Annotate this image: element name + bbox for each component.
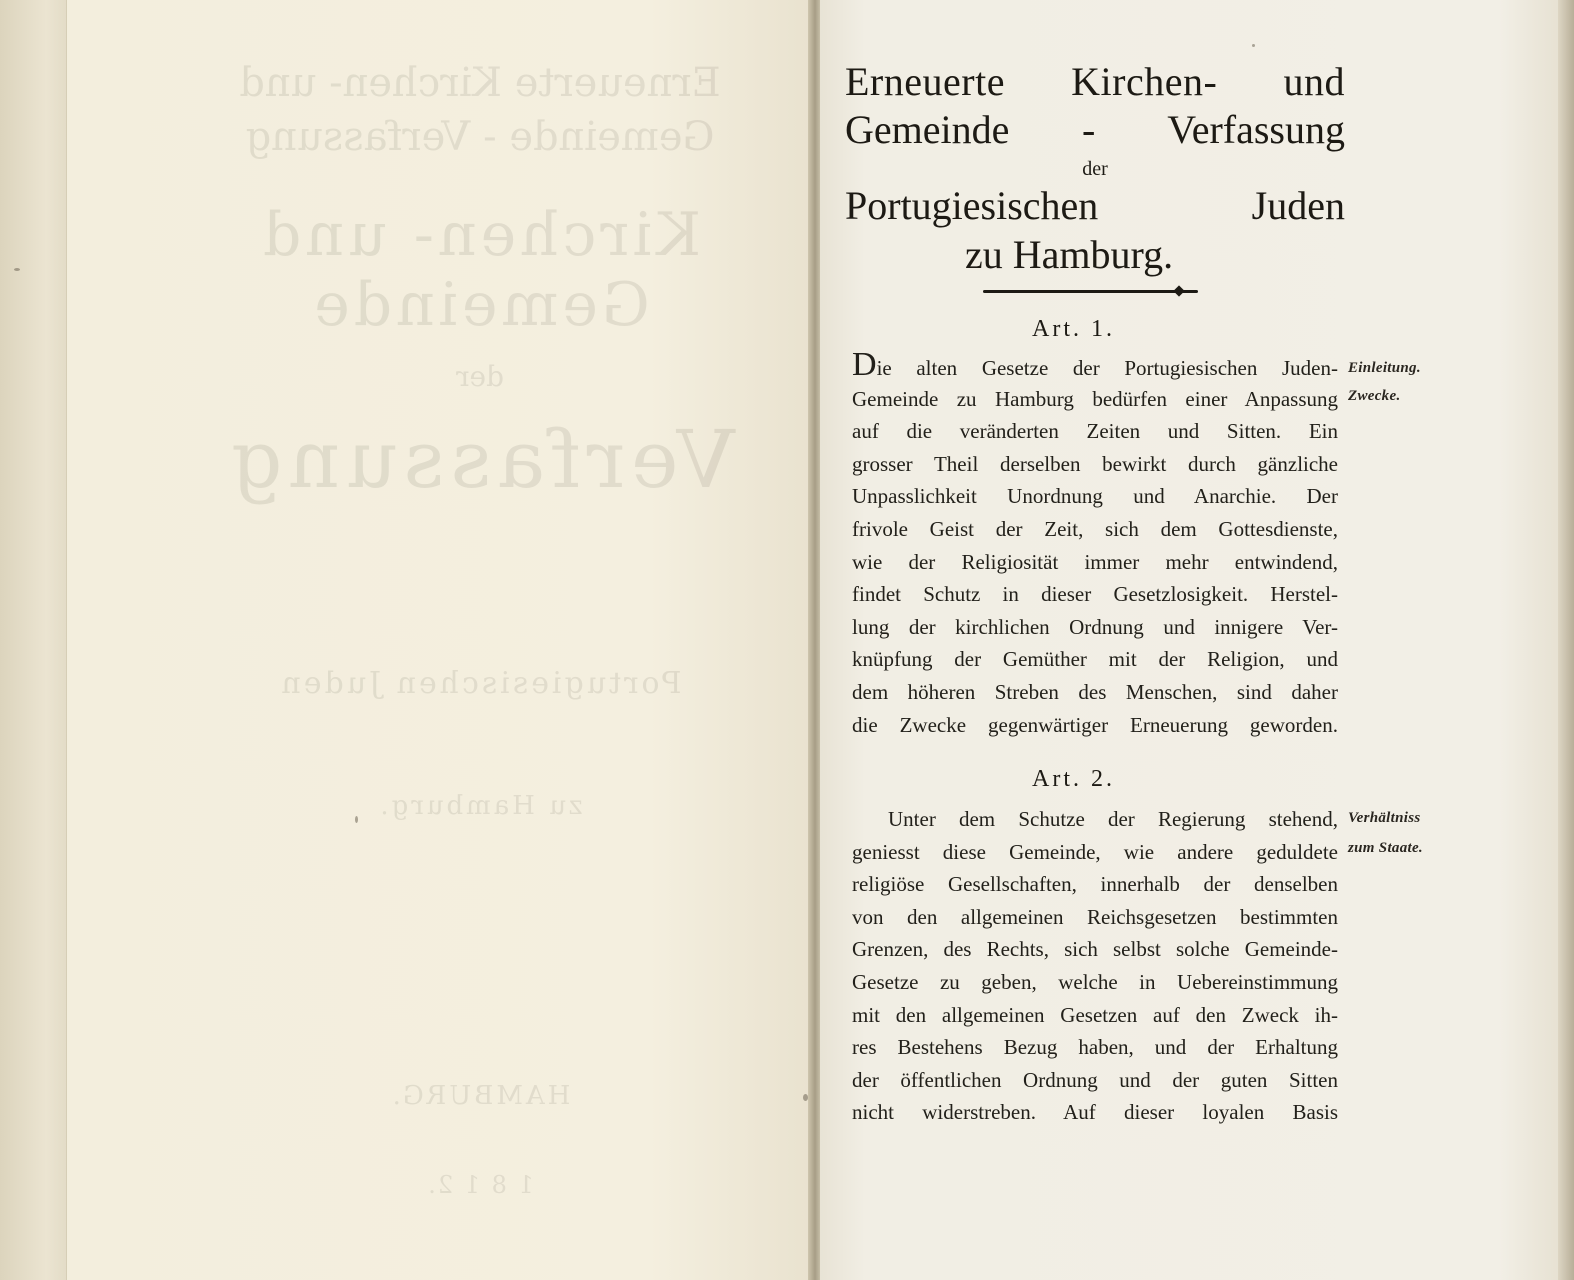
article-1-body (852, 346, 1338, 741)
text-line: Gesetze zu geben, welche in Uebereinstimmung (852, 969, 1338, 994)
text-line: auf die veränderten Zeiten und Sitten. Ein (852, 419, 1338, 444)
title-line-5: zu Hamburg. (965, 232, 1174, 277)
paper-speck (803, 1094, 808, 1101)
text-line: der öffentlichen Ordnung und der guten Sitten (852, 1067, 1338, 1092)
text-line: Unpasslichkeit Unordnung und Anarchie. Der (852, 484, 1338, 509)
text-line: religiöse Gesellschaften, innerhalb der denselben (852, 872, 1338, 897)
text-line: Grenzen, des Rechts, sich selbst solche Gemeinde- (852, 937, 1338, 962)
title-line-1: Erneuerte Kirchen- und (845, 59, 1345, 104)
text-line: Unter dem Schutze der Regierung stehend, (888, 807, 1338, 831)
paper-speck (1252, 44, 1255, 47)
paper-speck (355, 816, 358, 823)
text-line: dem höheren Streben des Menschen, sind daher (852, 679, 1338, 704)
margin-note: Verhältniss (1348, 810, 1421, 826)
document-title (845, 58, 1345, 280)
text-line: die Zwecke gegenwärtiger Erneuerung geworden. (852, 712, 1338, 737)
page-edge-right (1558, 0, 1574, 1280)
text-line: Gemeinde zu Hamburg bedürfen einer Anpassung (852, 386, 1338, 411)
text-line: wie der Religiosität immer mehr entwindend, (852, 549, 1338, 574)
title-line-2: Gemeinde - Verfassung (845, 107, 1345, 152)
paper-speck (14, 268, 20, 271)
page-edge (0, 0, 67, 1280)
text-line: Die alten Gesetze der Portugiesischen Juden- (852, 346, 1338, 383)
text-line: frivole Geist der Zeit, sich dem Gottesdienste, (852, 516, 1338, 541)
drop-cap: D (852, 346, 877, 383)
text-line: mit den allgemeinen Gesetzen auf den Zweck ih- (852, 1002, 1338, 1027)
title-ornament-rule (983, 290, 1198, 293)
text-line: nicht widerstreben. Auf dieser loyalen Basis (852, 1100, 1338, 1125)
text-line: res Bestehens Bezug haben, und der Erhaltung (852, 1035, 1338, 1060)
text-line: grosser Theil derselben bewirkt durch gänzliche (852, 451, 1338, 476)
text-line: knüpfung der Gemüther mit der Religion, und (852, 647, 1338, 672)
article-2-body (852, 803, 1338, 1129)
article-2-heading: Art. 2. (1032, 766, 1115, 792)
margin-note: Einleitung. (1348, 360, 1421, 376)
text-line: geniesst diese Gemeinde, wie andere geduldete (852, 839, 1338, 864)
margin-note: zum Staate. (1348, 840, 1423, 856)
text-line: findet Schutz in dieser Gesetzlosigkeit. Herstel- (852, 582, 1338, 607)
show-through-text: Erneuerte Kirchen- und Gemeinde - Verfassung Kirchen- und Gemeinde der Verfassung Portugiesischen Juden zu Hamburg. HAMBURG. 1 8 1 2. (225, 60, 735, 1199)
article-1-heading: Art. 1. (1032, 316, 1115, 342)
margin-note: Zwecke. (1348, 388, 1401, 404)
text-line: lung der kirchlichen Ordnung und innigere Ver- (852, 614, 1338, 639)
title-line-3: der (1082, 158, 1108, 180)
title-line-4: Portugiesischen Juden (845, 183, 1345, 228)
text-line: von den allgemeinen Reichsgesetzen bestimmten (852, 904, 1338, 929)
